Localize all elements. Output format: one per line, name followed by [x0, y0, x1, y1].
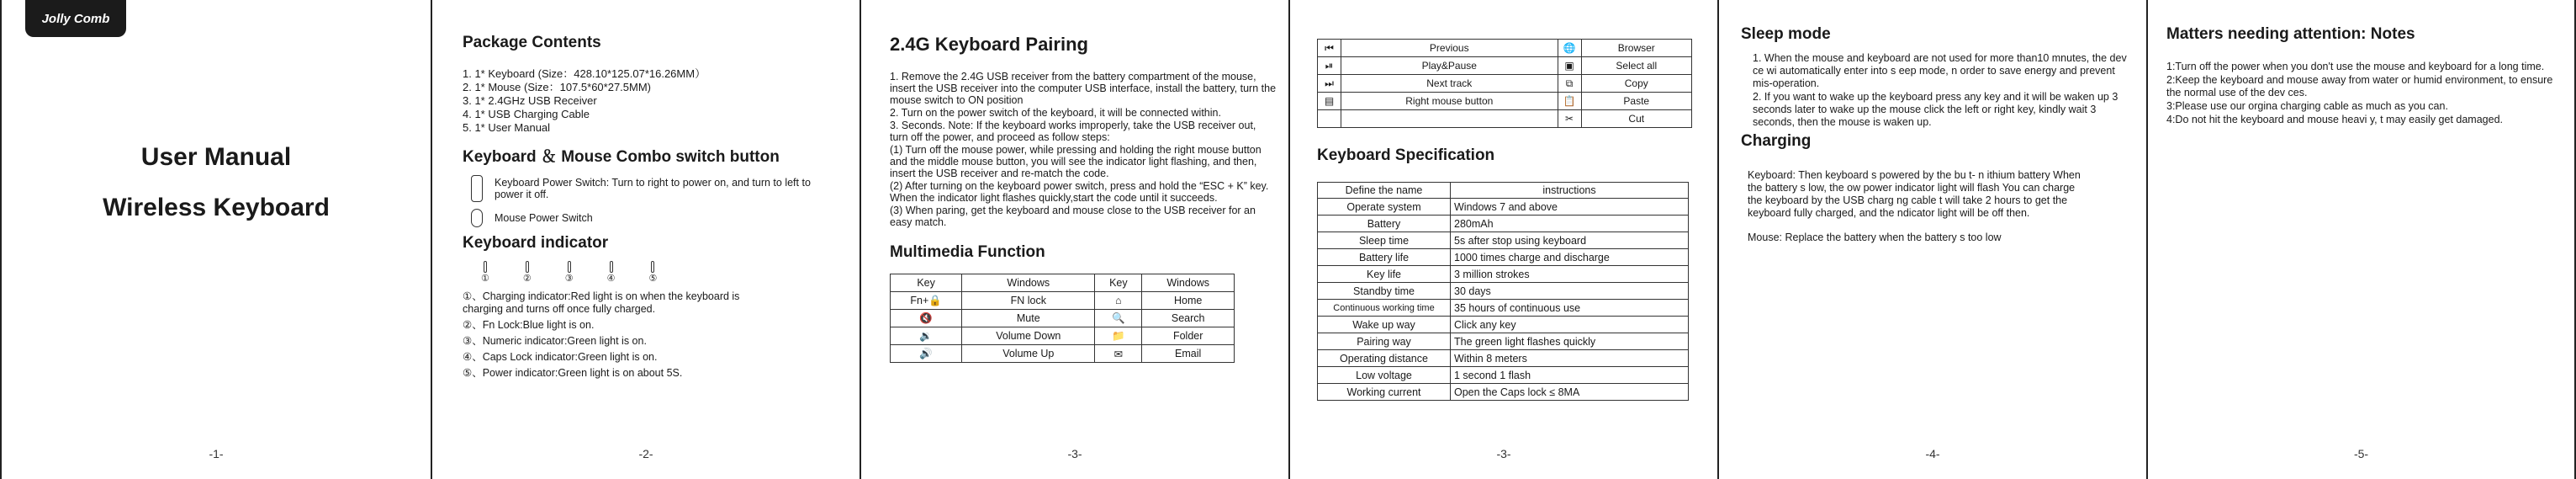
list-item: (3) When paring, get the keyboard and mouse close to the USB receiver for an easy match.: [890, 205, 1256, 228]
spec-table: [1317, 182, 1689, 199]
notes-panel: [2148, 0, 2574, 479]
spec-rows: [1317, 198, 1689, 401]
table-row: [1318, 249, 1689, 266]
list-item: 2:Keep the keyboard and mouse away from water or humid environment, to ensure the normal use of the dev ces.: [2166, 74, 2553, 98]
spec-name-cell: Wake up way: [1318, 317, 1451, 333]
package-panel: [432, 0, 860, 479]
sleep-list: [1741, 52, 2128, 129]
sleep-heading: Sleep mode: [1741, 25, 1831, 43]
table-row: 🔇 Mute 🔍 Search: [891, 310, 1235, 327]
multimedia-table: [890, 274, 1235, 363]
page-number: -2-: [638, 447, 653, 460]
list-item: 3. 1* 2.4GHz USB Receiver: [463, 94, 597, 107]
table-row: 🔉 Volume Down 📁 Folder: [891, 327, 1235, 345]
package-contents-heading: Package Contents: [463, 34, 601, 51]
table-row: Key Windows Key Windows: [891, 274, 1235, 292]
mouse-switch-row: [471, 209, 860, 227]
table-row: [1318, 333, 1689, 350]
led-diagram: [481, 261, 860, 284]
spec-value-cell: 5s after stop using keyboard: [1451, 232, 1689, 249]
keyboard-switch-icon: [471, 175, 483, 202]
shortcut-table: [1317, 39, 1692, 128]
spec-name-cell: Low voltage: [1318, 367, 1451, 384]
sleep-panel: [1719, 0, 2146, 479]
right-mouse-icon: ▤: [1318, 93, 1341, 110]
table-row: [1318, 300, 1689, 317]
mouse-switch-text: Mouse Power Switch: [495, 212, 593, 224]
volume-down-icon: 🔉: [891, 327, 962, 345]
cover-panel: [2, 0, 431, 479]
list-item: 2. Turn on the power switch of the keyboard, it will be connected within.: [890, 107, 1221, 119]
charging-heading: Charging: [1741, 132, 1812, 150]
charging-keyboard-text: Keyboard: Then keyboard s powered by the bu t- n ithium battery When the battery s low, the ow power indicator light will flash You can charge the keyboard by the USB charg ng cable t will take 2 hours to get the keyboard fully charged, and the ndicator light will be off then.: [1748, 169, 2081, 219]
table-row: Fn+🔒 FN lock ⌂ Home: [891, 292, 1235, 310]
spec-name-cell: Key life: [1318, 266, 1451, 283]
list-item: (1) Turn off the mouse power, while pressing and holding the right mouse button and the middle mouse button, you will see the indicator light flashing, and then, insert the USB receiver and re-match the code.: [890, 144, 1262, 179]
package-list: [463, 67, 860, 134]
keyboard-switch-text: Keyboard Power Switch: Turn to right to power on, and turn to left to power it off.: [495, 177, 811, 200]
list-item: 1. Remove the 2.4G USB receiver from the battery compartment of the mouse, insert the USB receiver into the computer USB interface, install the battery, turn the mouse switch to ON position: [890, 71, 1277, 106]
table-row: [1318, 350, 1689, 367]
list-item: (2) After turning on the keyboard power switch, press and hold the “ESC + K” key. When the indicator light flashes quickly,start the code until it succeeds.: [890, 180, 1269, 204]
page-number: -5-: [2353, 447, 2369, 460]
fn-lock-key-icon: Fn+🔒: [891, 292, 962, 310]
select-all-icon: ▣: [1558, 57, 1581, 75]
spec-value-cell: Windows 7 and above: [1451, 199, 1689, 216]
spec-name-cell: Pairing way: [1318, 333, 1451, 350]
list-item: 1. 1* Keyboard (Size：428.10*125.07*16.26MM）: [463, 67, 706, 80]
email-icon: ✉: [1095, 345, 1142, 363]
table-row: [1318, 266, 1689, 283]
led-icon: ⑤: [649, 261, 658, 284]
paste-icon: 📋: [1558, 93, 1581, 110]
led-icon: ④: [607, 261, 616, 284]
spec-value-cell: 3 million strokes: [1451, 266, 1689, 283]
list-item: ③、Numeric indicator:Green light is on.: [463, 335, 647, 347]
table-row: ▤ Right mouse button 📋 Paste: [1318, 93, 1692, 110]
list-item: ①、Charging indicator:Red light is on when the keyboard is charging and turns off once fully charged.: [463, 290, 740, 315]
list-item: 4. 1* USB Charging Cable: [463, 108, 590, 120]
play-pause-icon: ⏯: [1318, 57, 1341, 75]
page-number: -4-: [1925, 447, 1940, 460]
table-row: [1318, 367, 1689, 384]
spec-name-cell: Standby time: [1318, 283, 1451, 300]
copy-icon: ⧉: [1558, 75, 1581, 93]
search-icon: 🔍: [1095, 310, 1142, 327]
list-item: 3. Seconds. Note: If the keyboard works improperly, take the USB receiver out, turn off the power, and proceed as follow steps:: [890, 120, 1256, 143]
cover-title-user-manual: User Manual: [140, 143, 292, 171]
table-row: [1318, 317, 1689, 333]
list-item: 1:Turn off the power when you don't use the mouse and keyboard for a long time.: [2166, 61, 2545, 72]
page-number: -3-: [1496, 447, 1511, 460]
cut-icon: ✂: [1558, 110, 1581, 128]
list-item: 5. 1* User Manual: [463, 121, 551, 134]
table-row: ⏭ Next track ⧉ Copy: [1318, 75, 1692, 93]
spec-value-cell: 1000 times charge and discharge: [1451, 249, 1689, 266]
switch-heading: Keyboard ＆ Mouse Combo switch button: [463, 148, 780, 166]
table-row: ✂ Cut: [1318, 110, 1692, 128]
multimedia-heading: Multimedia Function: [890, 243, 1045, 261]
next-track-icon: ⏭: [1318, 75, 1341, 93]
table-row: 🔊 Volume Up ✉ Email: [891, 345, 1235, 363]
previous-icon: ⏮: [1318, 40, 1341, 57]
list-item: 2. 1* Mouse (Size：107.5*60*27.5MM): [463, 81, 652, 93]
spec-value-cell: The green light flashes quickly: [1451, 333, 1689, 350]
list-item: ④、Caps Lock indicator:Green light is on.: [463, 351, 658, 363]
folder-icon: 📁: [1095, 327, 1142, 345]
browser-icon: 🌐: [1558, 40, 1581, 57]
pairing-panel: [861, 0, 1288, 479]
spec-name-cell: Operate system: [1318, 199, 1451, 216]
list-item: ②、Fn Lock:Blue light is on.: [463, 319, 595, 331]
notes-list: [2166, 61, 2553, 126]
spec-name-cell: Continuous working time: [1318, 300, 1451, 317]
keyboard-switch-row: [471, 175, 860, 202]
spec-value-cell: 30 days: [1451, 283, 1689, 300]
table-row: ⏮ Previous 🌐 Browser: [1318, 40, 1692, 57]
notes-heading: Matters needing attention: Notes: [2166, 25, 2415, 43]
charging-mouse-text: Mouse: Replace the battery when the battery s too low: [1748, 232, 2002, 243]
brand-logo: Jolly Comb: [25, 0, 126, 37]
spec-heading: Keyboard Specification: [1317, 146, 1495, 164]
spec-value-cell: Within 8 meters: [1451, 350, 1689, 367]
indicator-heading: Keyboard indicator: [463, 234, 609, 252]
mouse-switch-icon: [471, 209, 483, 227]
spec-value-cell: 1 second 1 flash: [1451, 367, 1689, 384]
spec-name-cell: Sleep time: [1318, 232, 1451, 249]
pairing-steps: [890, 71, 1277, 228]
spec-value-cell: Click any key: [1451, 317, 1689, 333]
led-icon: ③: [565, 261, 574, 284]
home-icon: ⌂: [1095, 292, 1142, 310]
spec-name-cell: Working current: [1318, 384, 1451, 401]
page-number: -3-: [1067, 447, 1082, 460]
spec-name-cell: Battery: [1318, 216, 1451, 232]
table-row: [1318, 199, 1689, 216]
list-item: 2. If you want to wake up the keyboard press any key and it will be waken up 3 seconds later to wake up the mouse click the left or right key, kindly wait 3 seconds, then the mouse is waken up.: [1753, 91, 2118, 128]
page-number: -1-: [209, 447, 224, 460]
list-item: 4:Do not hit the keyboard and mouse heavi y, t may easily get damaged.: [2166, 114, 2503, 125]
pairing-heading: 2.4G Keyboard Pairing: [890, 34, 1088, 55]
spec-name-cell: Operating distance: [1318, 350, 1451, 367]
mute-icon: 🔇: [891, 310, 962, 327]
spec-name-cell: Battery life: [1318, 249, 1451, 266]
cover-title-wireless-keyboard: Wireless Keyboard: [103, 194, 330, 221]
table-row: [1318, 216, 1689, 232]
spec-value-cell: Open the Caps lock ≤ 8MA: [1451, 384, 1689, 401]
list-item: 1. When the mouse and keyboard are not used for more than10 mnutes, the dev ce wi automatically enter into s eep mode, n order to save energy and prevent mis-operation.: [1753, 52, 2127, 89]
table-row: [1318, 283, 1689, 300]
table-row: Define the name instructions: [1318, 183, 1689, 199]
volume-up-icon: 🔊: [891, 345, 962, 363]
table-row: ⏯ Play&Pause ▣ Select all: [1318, 57, 1692, 75]
spec-panel: [1290, 0, 1717, 479]
spec-value-cell: 35 hours of continuous use: [1451, 300, 1689, 317]
led-icon: ①: [481, 261, 489, 284]
led-icon: ②: [523, 261, 532, 284]
spec-value-cell: 280mAh: [1451, 216, 1689, 232]
table-row: [1318, 232, 1689, 249]
list-item: ⑤、Power indicator:Green light is on about 5S.: [463, 367, 683, 379]
indicator-list: [463, 290, 765, 380]
table-row: [1318, 384, 1689, 401]
list-item: 3:Please use our orgina charging cable as much as you can.: [2166, 100, 2448, 112]
